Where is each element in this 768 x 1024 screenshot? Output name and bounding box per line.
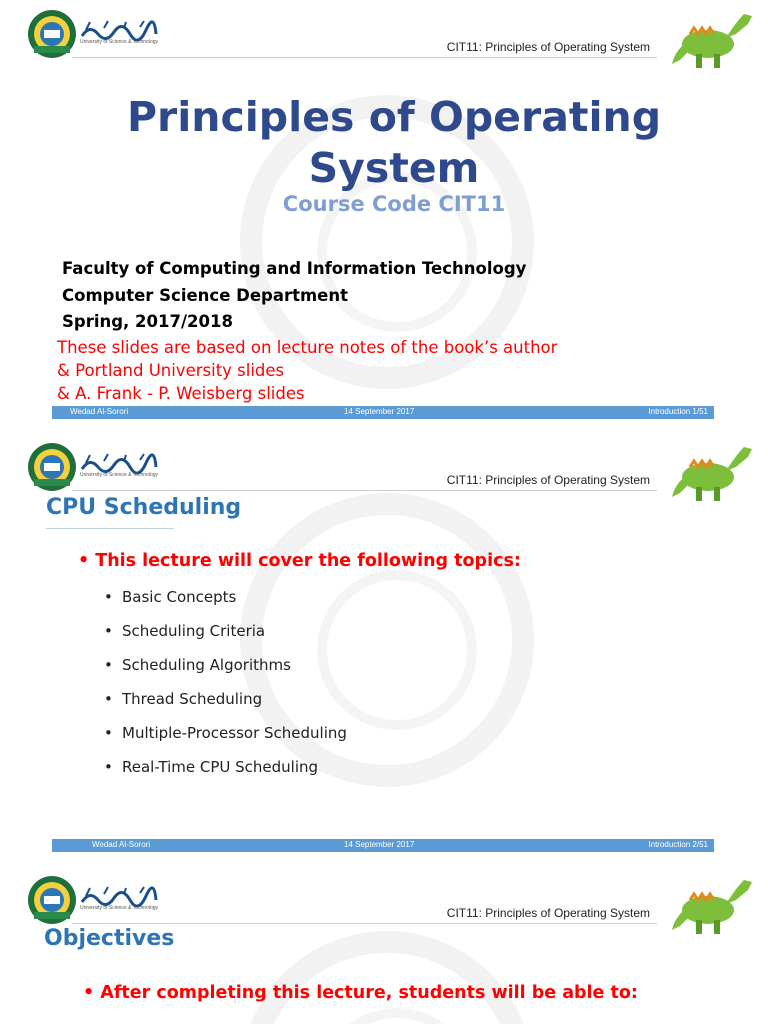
course-title: CIT11: Principles of Operating System bbox=[446, 906, 650, 920]
university-logo-icon bbox=[26, 8, 78, 60]
course-code: Course Code CIT11 bbox=[282, 192, 506, 216]
list-item: • Thread Scheduling bbox=[104, 690, 263, 708]
slide-footer bbox=[52, 839, 714, 852]
faculty-name: Faculty of Computing and Information Technology bbox=[62, 259, 527, 278]
heading-underline bbox=[46, 528, 174, 529]
source-note-3: & A. Frank - P. Weisberg slides bbox=[57, 384, 305, 403]
source-note-2: & Portland University slides bbox=[57, 361, 285, 380]
university-english-name: University of Science & Technology bbox=[80, 905, 159, 911]
objectives-intro: • After completing this lecture, students will be able to: bbox=[83, 983, 638, 1003]
footer-author: Wedad Al-Sorori bbox=[70, 407, 129, 416]
university-english-name: University of Science & Technology bbox=[80, 472, 159, 478]
list-item: • Multiple-Processor Scheduling bbox=[104, 724, 347, 742]
university-logo-icon bbox=[26, 874, 78, 926]
footer-date: 14 September 2017 bbox=[344, 840, 415, 849]
list-item: • Real-Time CPU Scheduling bbox=[104, 758, 319, 776]
source-note-1: These slides are based on lecture notes of the book’s author bbox=[57, 338, 558, 357]
header-divider bbox=[72, 923, 657, 924]
header-divider bbox=[72, 57, 657, 58]
course-title: CIT11: Principles of Operating System bbox=[446, 473, 650, 487]
presentation-title bbox=[0, 92, 768, 194]
list-item: • Scheduling Algorithms bbox=[104, 656, 291, 674]
slide-footer bbox=[52, 406, 714, 419]
dinosaur-mascot-icon bbox=[670, 4, 754, 70]
university-english-name: University of Science & Technology bbox=[80, 39, 159, 45]
course-title: CIT11: Principles of Operating System bbox=[446, 40, 650, 54]
footer-slide-number: Introduction 2/51 bbox=[648, 840, 708, 849]
slide-3 bbox=[0, 866, 768, 1024]
dinosaur-mascot-icon bbox=[670, 870, 754, 936]
watermark-seal bbox=[240, 493, 534, 787]
topics-intro: • This lecture will cover the following topics: bbox=[78, 551, 521, 571]
header-divider bbox=[72, 490, 657, 491]
footer-author: Wedad Al-Sorori bbox=[92, 840, 151, 849]
watermark-seal bbox=[240, 931, 534, 1024]
title-line-2: System bbox=[308, 144, 480, 192]
slide-heading: CPU Scheduling bbox=[46, 495, 242, 520]
list-item: • Basic Concepts bbox=[104, 588, 237, 606]
slide-1 bbox=[0, 0, 768, 433]
list-item: • Scheduling Criteria bbox=[104, 622, 266, 640]
footer-date: 14 September 2017 bbox=[344, 407, 415, 416]
semester: Spring, 2017/2018 bbox=[62, 312, 233, 331]
slide-heading: Objectives bbox=[44, 926, 175, 951]
slide-2 bbox=[0, 433, 768, 866]
university-logo-icon bbox=[26, 441, 78, 493]
title-line-1: Principles of Operating bbox=[126, 93, 662, 141]
department-name: Computer Science Department bbox=[62, 286, 349, 305]
dinosaur-mascot-icon bbox=[670, 437, 754, 503]
footer-slide-number: Introduction 1/51 bbox=[648, 407, 708, 416]
